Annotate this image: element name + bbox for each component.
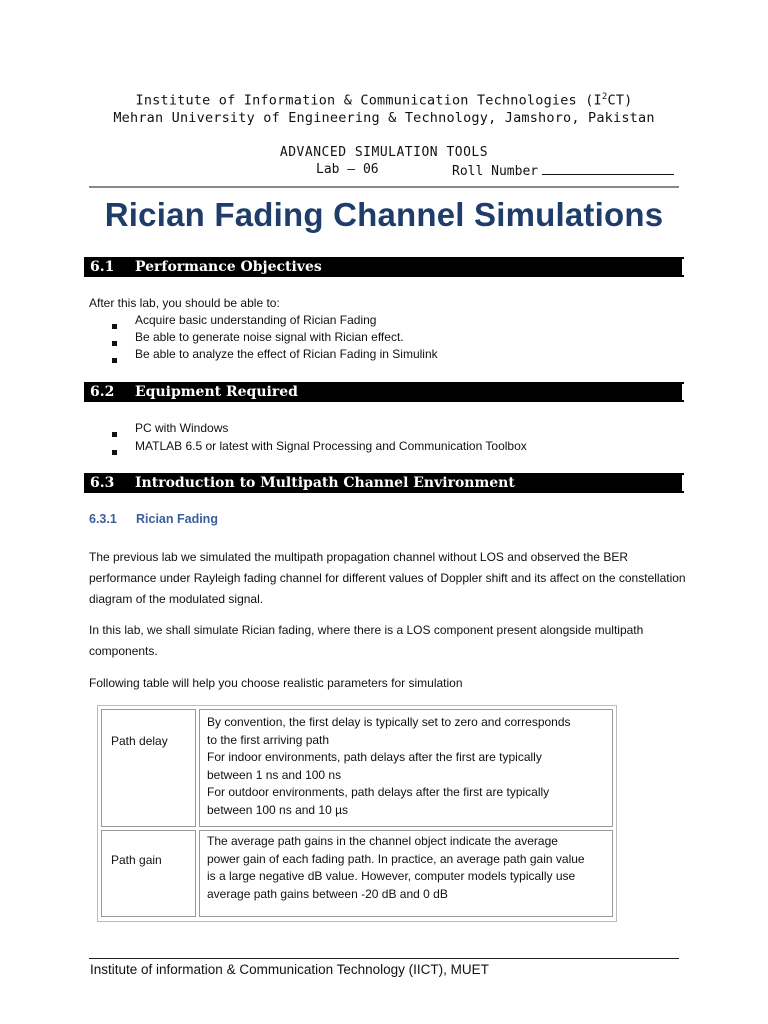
equipment-item: MATLAB 6.5 or latest with Signal Processing and Communication Toolbox bbox=[135, 439, 527, 453]
objectives-intro: After this lab, you should be able to: bbox=[89, 296, 280, 310]
footer-rule bbox=[89, 958, 679, 959]
institute-line bbox=[0, 92, 768, 109]
section-title: Introduction to Multipath Channel Environment bbox=[135, 475, 515, 491]
objective-item: Acquire basic understanding of Rician Fading bbox=[135, 313, 377, 327]
row-label: Path gain bbox=[111, 853, 162, 867]
roll-number-blank[interactable] bbox=[542, 162, 674, 175]
paragraph: In this lab, we shall simulate Rician fading, where there is a LOS component present alongside multipath components. bbox=[89, 623, 644, 658]
bullet-icon bbox=[112, 318, 117, 332]
section-number: 6.3 bbox=[90, 475, 115, 491]
lab-number: Lab – 06 bbox=[316, 162, 379, 177]
table-row-label-cell bbox=[101, 830, 196, 917]
row-description bbox=[207, 714, 571, 819]
institute-line-prefix: Institute of Information & Communication Technologies (I bbox=[135, 92, 602, 109]
table-row-desc-cell bbox=[199, 709, 613, 827]
page-footer: Institute of information & Communication Technology (IICT), MUET bbox=[90, 962, 489, 977]
university-line: Mehran University of Engineering & Technology, Jamshoro, Pakistan bbox=[113, 110, 655, 126]
bullet-icon bbox=[112, 335, 117, 349]
paragraph: Following table will help you choose realistic parameters for simulation bbox=[89, 676, 463, 690]
section-number: 6.2 bbox=[90, 384, 115, 400]
bullet-icon bbox=[112, 352, 117, 366]
desc-line: average path gains between -20 dB and 0 dB bbox=[207, 886, 448, 901]
section-title: Equipment Required bbox=[135, 384, 298, 400]
equipment-item: PC with Windows bbox=[135, 421, 229, 435]
section-heading-6-3 bbox=[84, 473, 684, 493]
bullet-icon bbox=[112, 444, 117, 458]
section-number: 6.1 bbox=[90, 259, 115, 275]
desc-line: The average path gains in the channel object indicate the average bbox=[207, 834, 558, 848]
subsection-heading bbox=[89, 512, 218, 526]
section-title: Performance Objectives bbox=[135, 259, 322, 275]
paragraph: The previous lab we simulated the multipath propagation channel without LOS and observed the BER performance under Rayleigh fading channel for different values of Doppler shift and its affect on the constellation diagram of the modulated signal. bbox=[89, 550, 686, 606]
page-title: Rician Fading Channel Simulations bbox=[104, 196, 664, 233]
desc-line: is a large negative dB value. However, computer models typically use bbox=[207, 869, 576, 883]
desc-line: to the first arriving path bbox=[207, 732, 330, 747]
roll-number-field[interactable] bbox=[452, 162, 674, 179]
desc-line: between 1 ns and 100 ns bbox=[207, 767, 342, 782]
desc-line: power gain of each fading path. In practice, an average path gain value bbox=[207, 851, 585, 866]
course-title: ADVANCED SIMULATION TOOLS bbox=[279, 145, 489, 160]
desc-line: For indoor environments, path delays after the first are typically bbox=[207, 750, 542, 764]
table-row-desc-cell bbox=[199, 830, 613, 917]
institute-superscript: 2 bbox=[601, 92, 608, 102]
subsection-number: 6.3.1 bbox=[89, 512, 117, 526]
subsection-title: Rician Fading bbox=[136, 512, 218, 526]
parameters-table bbox=[97, 705, 617, 922]
desc-line: By convention, the first delay is typically set to zero and corresponds bbox=[207, 715, 571, 729]
section-heading-6-1 bbox=[84, 257, 684, 277]
row-label: Path delay bbox=[111, 734, 168, 748]
objective-item: Be able to analyze the effect of Rician Fading in Simulink bbox=[135, 347, 438, 361]
header-rule bbox=[89, 186, 679, 188]
desc-line: between 100 ns and 10 µs bbox=[207, 802, 349, 817]
institute-line-suffix: CT) bbox=[607, 92, 633, 109]
bullet-icon bbox=[112, 426, 117, 440]
objective-item: Be able to generate noise signal with Rician effect. bbox=[135, 330, 404, 344]
roll-number-label: Roll Number bbox=[452, 164, 539, 179]
desc-line: For outdoor environments, path delays after the first are typically bbox=[207, 785, 550, 799]
section-heading-6-2 bbox=[84, 382, 684, 402]
row-description bbox=[207, 833, 585, 903]
table-row-label-cell bbox=[101, 709, 196, 827]
